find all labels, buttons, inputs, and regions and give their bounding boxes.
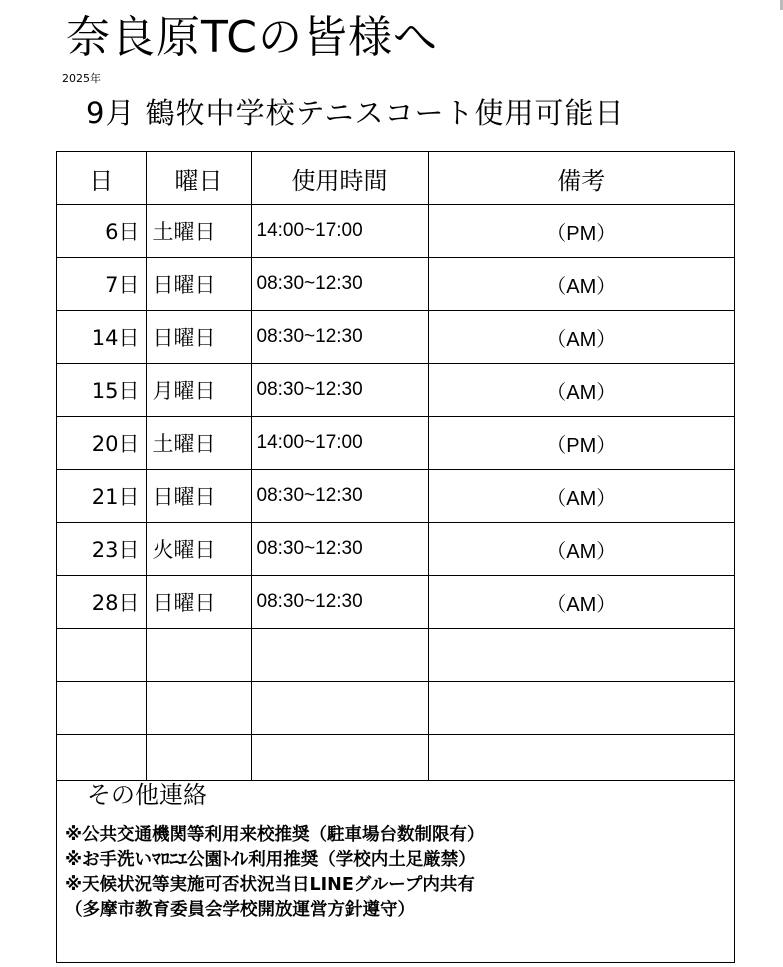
table-row [57, 576, 734, 629]
empty-cell [57, 629, 146, 682]
time-cell: 08:30~12:30 [251, 364, 428, 417]
day-cell: 28日 [57, 576, 146, 629]
table-row [57, 417, 734, 470]
weekday-cell: 土曜日 [146, 417, 251, 470]
empty-table-row [57, 735, 734, 781]
empty-table-row [57, 629, 734, 682]
note-cell: （AM） [428, 364, 734, 417]
time-cell: 08:30~12:30 [251, 523, 428, 576]
empty-table-row [57, 682, 734, 735]
notes-list [65, 823, 485, 923]
note-line: （多摩市教育委員会学校開放運営方針遵守） [65, 900, 415, 920]
time-cell: 08:30~12:30 [251, 576, 428, 629]
day-cell: 6日 [57, 205, 146, 258]
weekday-cell: 日曜日 [146, 470, 251, 523]
table-row [57, 470, 734, 523]
note-line: ※天候状況等実施可否状況当日LINEグループ内共有 [65, 875, 475, 895]
column-header-note: 備考 [428, 152, 734, 205]
empty-cell [428, 629, 734, 682]
empty-cell [146, 735, 251, 781]
other-contact-heading: その他連絡 [87, 781, 207, 809]
day-cell: 21日 [57, 470, 146, 523]
empty-cell [146, 682, 251, 735]
weekday-cell: 日曜日 [146, 258, 251, 311]
weekday-cell: 日曜日 [146, 576, 251, 629]
schedule-sheet [56, 151, 735, 963]
note-cell: （AM） [428, 258, 734, 311]
note-cell: （AM） [428, 523, 734, 576]
table-row [57, 258, 734, 311]
time-cell: 14:00~17:00 [251, 417, 428, 470]
column-header-weekday: 曜日 [146, 152, 251, 205]
empty-cell [251, 735, 428, 781]
note-cell: （AM） [428, 311, 734, 364]
day-cell: 14日 [57, 311, 146, 364]
table-row [57, 205, 734, 258]
weekday-cell: 月曜日 [146, 364, 251, 417]
time-cell: 14:00~17:00 [251, 205, 428, 258]
time-cell: 08:30~12:30 [251, 311, 428, 364]
weekday-cell: 日曜日 [146, 311, 251, 364]
column-header-day: 日 [57, 152, 146, 205]
weekday-cell: 土曜日 [146, 205, 251, 258]
year-label: 2025年 [62, 72, 101, 85]
empty-cell [428, 682, 734, 735]
schedule-table [57, 152, 734, 781]
note-cell: （AM） [428, 470, 734, 523]
note-line: ※公共交通機関等利用来校推奨（駐車場台数制限有） [65, 825, 485, 845]
column-header-time: 使用時間 [251, 152, 428, 205]
table-row [57, 311, 734, 364]
weekday-cell: 火曜日 [146, 523, 251, 576]
empty-cell [251, 682, 428, 735]
empty-cell [57, 682, 146, 735]
note-cell: （AM） [428, 576, 734, 629]
day-cell: 23日 [57, 523, 146, 576]
table-row [57, 523, 734, 576]
note-line: ※お手洗いﾏﾛﾆｴ公園ﾄｲﾚ利用推奨（学校内土足厳禁） [65, 850, 476, 870]
table-row [57, 364, 734, 417]
table-header-row [57, 152, 734, 205]
page-title: 奈良原TCの皆様へ [66, 12, 439, 63]
page-subtitle: 9月 鶴牧中学校テニスコート使用可能日 [86, 96, 625, 130]
empty-cell [428, 735, 734, 781]
day-cell: 15日 [57, 364, 146, 417]
day-cell: 7日 [57, 258, 146, 311]
day-cell: 20日 [57, 417, 146, 470]
time-cell: 08:30~12:30 [251, 258, 428, 311]
time-cell: 08:30~12:30 [251, 470, 428, 523]
empty-cell [146, 629, 251, 682]
note-cell: （PM） [428, 417, 734, 470]
empty-cell [251, 629, 428, 682]
note-cell: （PM） [428, 205, 734, 258]
empty-cell [57, 735, 146, 781]
